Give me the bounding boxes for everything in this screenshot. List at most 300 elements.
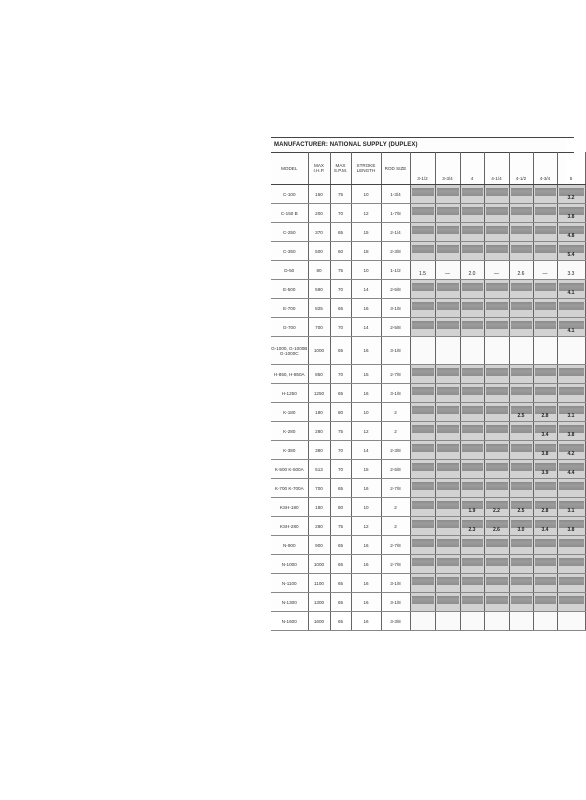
cell-liner-capacity xyxy=(484,318,509,337)
table-row xyxy=(271,403,585,422)
shaded-band xyxy=(437,501,459,509)
cell-value: 2.5 xyxy=(517,413,525,419)
cell-liner-capacity xyxy=(460,223,484,242)
cell-liner-capacity xyxy=(410,612,435,631)
shaded-band xyxy=(511,188,532,196)
shaded-band xyxy=(535,321,556,329)
cell-liner-capacity xyxy=(435,479,460,498)
shaded-band xyxy=(462,406,483,414)
cell-max-ihp: 590 xyxy=(308,280,330,299)
cell-model: N-1100 xyxy=(271,574,308,593)
table-row xyxy=(271,536,585,555)
shaded-band xyxy=(511,207,532,215)
cell-liner-capacity xyxy=(460,242,484,261)
cell-max-ihp: 280 xyxy=(308,422,330,441)
cell-model: H-1250 xyxy=(271,384,308,403)
cell-liner-capacity xyxy=(509,185,533,204)
cell-stroke-length: 16 xyxy=(351,337,381,365)
shaded-band xyxy=(462,302,483,310)
shaded-band xyxy=(511,387,532,395)
cell-rod-size: 3-1/8 xyxy=(381,337,410,365)
cell-rod-size: 3-1/8 xyxy=(381,574,410,593)
shaded-band xyxy=(437,577,459,585)
cell-liner-capacity xyxy=(435,299,460,318)
cell-liner-capacity xyxy=(484,365,509,384)
cell-liner-capacity xyxy=(557,460,585,479)
shaded-band xyxy=(437,321,459,329)
cell-liner-capacity xyxy=(410,185,435,204)
cell-liner-capacity xyxy=(410,299,435,318)
cell-max-ihp: 1000 xyxy=(308,555,330,574)
cell-liner-capacity xyxy=(435,536,460,555)
cell-max-spm: 65 xyxy=(330,479,351,498)
cell-liner-capacity xyxy=(410,280,435,299)
cell-max-spm: 65 xyxy=(330,299,351,318)
shaded-band xyxy=(412,368,434,376)
table-row xyxy=(271,280,585,299)
table-row xyxy=(271,593,585,612)
cell-liner-capacity xyxy=(533,337,557,365)
table-row xyxy=(271,479,585,498)
cell-liner-capacity xyxy=(410,242,435,261)
cell-value: 2.6 xyxy=(493,527,500,533)
cell-liner-capacity xyxy=(484,204,509,223)
cell-liner-capacity xyxy=(557,612,585,631)
cell-liner-capacity xyxy=(533,574,557,593)
table-row xyxy=(271,517,585,536)
cell-value: 4.8 xyxy=(567,233,575,239)
cell-max-spm: 70 xyxy=(330,204,351,223)
shaded-band xyxy=(559,596,584,604)
shaded-band xyxy=(437,207,459,215)
cell-liner-capacity xyxy=(410,498,435,517)
cell-liner-capacity xyxy=(533,403,557,422)
cell-liner-capacity xyxy=(410,365,435,384)
shaded-band xyxy=(462,321,483,329)
cell-model: H-850, H-850A xyxy=(271,365,308,384)
cell-model: C-350 xyxy=(271,242,308,261)
cell-rod-size: 3-1/8 xyxy=(381,299,410,318)
cell-max-ihp: 1600 xyxy=(308,612,330,631)
shaded-band xyxy=(535,596,556,604)
cell-liner-capacity xyxy=(460,612,484,631)
cell-liner-capacity xyxy=(435,242,460,261)
shaded-band xyxy=(535,482,556,490)
shaded-band xyxy=(486,577,508,585)
cell-liner-capacity xyxy=(435,593,460,612)
cell-liner-capacity xyxy=(557,384,585,403)
cell-liner-capacity xyxy=(533,204,557,223)
pump-spec-table xyxy=(271,152,586,631)
cell-value: 4.1 xyxy=(567,290,575,296)
shaded-band xyxy=(437,482,459,490)
shaded-band xyxy=(511,596,532,604)
cell-value: 3.8 xyxy=(541,451,549,457)
shaded-band xyxy=(412,558,434,566)
shaded-band xyxy=(486,188,508,196)
shaded-band xyxy=(412,283,434,291)
cell-liner-capacity xyxy=(509,555,533,574)
shaded-band xyxy=(462,245,483,253)
cell-rod-size: 2-5/8 xyxy=(381,460,410,479)
cell-stroke-length: 16 xyxy=(351,555,381,574)
shaded-band xyxy=(462,444,483,452)
cell-value: 5.4 xyxy=(567,252,575,258)
header-liner-size: 4-3/4 xyxy=(533,152,557,185)
cell-liner-capacity xyxy=(484,185,509,204)
shaded-band xyxy=(486,207,508,215)
cell-stroke-length: 16 xyxy=(351,593,381,612)
cell-liner-capacity xyxy=(410,337,435,365)
shaded-band xyxy=(511,482,532,490)
cell-max-spm: 65 xyxy=(330,536,351,555)
cell-value: — xyxy=(445,271,450,277)
cell-liner-capacity xyxy=(410,403,435,422)
shaded-band xyxy=(462,558,483,566)
shaded-band xyxy=(511,444,532,452)
shaded-band xyxy=(535,207,556,215)
cell-rod-size: 3-3/8 xyxy=(381,612,410,631)
cell-liner-capacity xyxy=(557,261,585,280)
shaded-band xyxy=(412,207,434,215)
cell-max-ihp: 1300 xyxy=(308,593,330,612)
cell-liner-capacity xyxy=(435,384,460,403)
cell-liner-capacity xyxy=(533,185,557,204)
cell-model: C-150 B xyxy=(271,204,308,223)
shaded-band xyxy=(412,188,434,196)
cell-liner-capacity xyxy=(460,185,484,204)
cell-liner-capacity xyxy=(460,403,484,422)
cell-model: N-1000 xyxy=(271,555,308,574)
cell-max-spm: 70 xyxy=(330,280,351,299)
header-liner-size: 5 xyxy=(557,152,585,185)
header-liner-size: 4-1/2 xyxy=(509,152,533,185)
cell-max-spm: 65 xyxy=(330,612,351,631)
cell-max-spm: 65 xyxy=(330,337,351,365)
table-row xyxy=(271,460,585,479)
header-max-ihp: MAX I.H.P. xyxy=(308,152,330,185)
shaded-band xyxy=(462,425,483,433)
cell-liner-capacity xyxy=(410,536,435,555)
cell-liner-capacity xyxy=(484,479,509,498)
cell-model: C-250 xyxy=(271,223,308,242)
shaded-band xyxy=(437,406,459,414)
cell-liner-capacity xyxy=(509,365,533,384)
shaded-band xyxy=(511,425,532,433)
cell-liner-capacity xyxy=(509,593,533,612)
cell-rod-size: 3-1/8 xyxy=(381,593,410,612)
cell-liner-capacity xyxy=(509,574,533,593)
cell-liner-capacity xyxy=(509,498,533,517)
cell-model: N-1300 xyxy=(271,593,308,612)
cell-max-spm: 70 xyxy=(330,365,351,384)
shaded-band xyxy=(462,283,483,291)
cell-liner-capacity xyxy=(435,517,460,536)
cell-liner-capacity xyxy=(460,337,484,365)
cell-liner-capacity xyxy=(460,517,484,536)
shaded-band xyxy=(535,226,556,234)
cell-stroke-length: 16 xyxy=(351,299,381,318)
shaded-band xyxy=(412,245,434,253)
cell-liner-capacity xyxy=(509,517,533,536)
shaded-band xyxy=(486,368,508,376)
cell-value: 1.9 xyxy=(468,508,476,514)
table-row xyxy=(271,555,585,574)
cell-liner-capacity xyxy=(410,223,435,242)
cell-liner-capacity xyxy=(460,460,484,479)
shaded-band xyxy=(511,226,532,234)
header-row xyxy=(271,152,585,185)
shaded-band xyxy=(412,302,434,310)
cell-rod-size: 2-5/8 xyxy=(381,318,410,337)
header-rod-size: ROD SIZE xyxy=(381,152,410,185)
table-row xyxy=(271,223,585,242)
cell-liner-capacity xyxy=(484,337,509,365)
cell-value: 2.3 xyxy=(468,527,476,533)
shaded-band xyxy=(486,283,508,291)
shaded-band xyxy=(559,387,584,395)
shaded-band xyxy=(462,226,483,234)
cell-liner-capacity xyxy=(557,555,585,574)
shaded-band xyxy=(462,577,483,585)
cell-max-spm: 70 xyxy=(330,441,351,460)
shaded-band xyxy=(437,387,459,395)
cell-rod-size: 1-7/8 xyxy=(381,204,410,223)
cell-liner-capacity xyxy=(435,280,460,299)
cell-liner-capacity xyxy=(484,299,509,318)
cell-stroke-length: 15 xyxy=(351,223,381,242)
cell-value: 2.8 xyxy=(541,508,549,514)
shaded-band xyxy=(486,444,508,452)
table-row xyxy=(271,337,585,365)
shaded-band xyxy=(559,558,584,566)
cell-max-spm: 80 xyxy=(330,498,351,517)
cell-liner-capacity xyxy=(533,460,557,479)
cell-liner-capacity xyxy=(509,318,533,337)
cell-liner-capacity xyxy=(557,574,585,593)
cell-model: KSH-280 xyxy=(271,517,308,536)
cell-stroke-length: 10 xyxy=(351,261,381,280)
shaded-band xyxy=(535,302,556,310)
cell-liner-capacity xyxy=(410,441,435,460)
shaded-band xyxy=(535,188,556,196)
cell-liner-capacity xyxy=(509,242,533,261)
cell-value: 2.5 xyxy=(517,508,525,514)
cell-rod-size: 2-3/8 xyxy=(381,441,410,460)
cell-stroke-length: 14 xyxy=(351,280,381,299)
cell-model: K-280 xyxy=(271,422,308,441)
cell-model: G-1000, G-1000B G-1000C xyxy=(271,337,308,365)
cell-liner-capacity xyxy=(460,280,484,299)
shaded-band xyxy=(486,406,508,414)
shaded-band xyxy=(462,463,483,471)
shaded-band xyxy=(437,368,459,376)
cell-liner-capacity xyxy=(509,261,533,280)
header-liner-size: 4-1/4 xyxy=(484,152,509,185)
cell-value: 2.0 xyxy=(468,271,476,277)
cell-liner-capacity xyxy=(435,185,460,204)
shaded-band xyxy=(462,387,483,395)
cell-max-ihp: 150 xyxy=(308,185,330,204)
cell-liner-capacity xyxy=(484,261,509,280)
cell-max-ihp: 1250 xyxy=(308,384,330,403)
shaded-band xyxy=(486,539,508,547)
cell-liner-capacity xyxy=(533,422,557,441)
cell-liner-capacity xyxy=(410,555,435,574)
shaded-band xyxy=(511,539,532,547)
shaded-band xyxy=(412,226,434,234)
cell-rod-size: 2-1/4 xyxy=(381,223,410,242)
cell-liner-capacity xyxy=(557,441,585,460)
table-row xyxy=(271,574,585,593)
cell-liner-capacity xyxy=(460,498,484,517)
header-model: MODEL xyxy=(271,152,308,185)
cell-liner-capacity xyxy=(484,242,509,261)
cell-liner-capacity xyxy=(509,337,533,365)
spec-sheet xyxy=(271,137,575,624)
cell-liner-capacity xyxy=(557,318,585,337)
cell-liner-capacity xyxy=(460,593,484,612)
shaded-band xyxy=(412,501,434,509)
cell-max-spm: 65 xyxy=(330,593,351,612)
cell-liner-capacity xyxy=(484,403,509,422)
cell-max-spm: 65 xyxy=(330,574,351,593)
cell-max-ihp: 513 xyxy=(308,460,330,479)
shaded-band xyxy=(437,463,459,471)
cell-liner-capacity xyxy=(509,280,533,299)
cell-value: 4.4 xyxy=(567,470,575,476)
cell-max-ihp: 200 xyxy=(308,204,330,223)
cell-liner-capacity xyxy=(484,280,509,299)
cell-liner-capacity xyxy=(435,261,460,280)
cell-value: 3.3 xyxy=(567,271,575,277)
cell-liner-capacity xyxy=(435,441,460,460)
cell-max-spm: 75 xyxy=(330,517,351,536)
cell-stroke-length: 12 xyxy=(351,422,381,441)
cell-liner-capacity xyxy=(484,498,509,517)
cell-max-ihp: 900 xyxy=(308,536,330,555)
cell-model: D-50 xyxy=(271,261,308,280)
cell-model: E-500 xyxy=(271,280,308,299)
cell-liner-capacity xyxy=(484,593,509,612)
cell-liner-capacity xyxy=(410,318,435,337)
cell-liner-capacity xyxy=(435,403,460,422)
cell-value: 3.2 xyxy=(567,195,575,201)
shaded-band xyxy=(437,283,459,291)
cell-liner-capacity xyxy=(435,318,460,337)
cell-liner-capacity xyxy=(460,261,484,280)
cell-liner-capacity xyxy=(460,574,484,593)
cell-rod-size: 2-7/8 xyxy=(381,536,410,555)
cell-liner-capacity xyxy=(533,384,557,403)
cell-value: 2.2 xyxy=(493,508,500,514)
cell-liner-capacity xyxy=(509,299,533,318)
shaded-band xyxy=(511,283,532,291)
cell-liner-capacity xyxy=(484,223,509,242)
cell-liner-capacity xyxy=(557,403,585,422)
cell-max-spm: 70 xyxy=(330,460,351,479)
cell-stroke-length: 12 xyxy=(351,204,381,223)
cell-liner-capacity xyxy=(557,422,585,441)
shaded-band xyxy=(535,283,556,291)
cell-liner-capacity xyxy=(460,441,484,460)
cell-liner-capacity xyxy=(484,517,509,536)
shaded-band xyxy=(511,302,532,310)
shaded-band xyxy=(486,245,508,253)
shaded-band xyxy=(437,596,459,604)
cell-liner-capacity xyxy=(484,555,509,574)
cell-liner-capacity xyxy=(533,280,557,299)
cell-liner-capacity xyxy=(435,365,460,384)
cell-rod-size: 2-3/8 xyxy=(381,242,410,261)
shaded-band xyxy=(511,368,532,376)
cell-model: K-380 xyxy=(271,441,308,460)
cell-liner-capacity xyxy=(533,479,557,498)
shaded-band xyxy=(412,406,434,414)
cell-liner-capacity xyxy=(460,479,484,498)
cell-max-spm: 65 xyxy=(330,223,351,242)
cell-liner-capacity xyxy=(410,204,435,223)
cell-stroke-length: 16 xyxy=(351,612,381,631)
cell-liner-capacity xyxy=(533,555,557,574)
shaded-band xyxy=(535,558,556,566)
cell-liner-capacity xyxy=(557,185,585,204)
shaded-band xyxy=(486,482,508,490)
cell-model: N-1600 xyxy=(271,612,308,631)
cell-value: — xyxy=(542,271,548,277)
cell-liner-capacity xyxy=(435,574,460,593)
cell-liner-capacity xyxy=(410,384,435,403)
cell-liner-capacity xyxy=(484,536,509,555)
table-row xyxy=(271,422,585,441)
shaded-band xyxy=(535,387,556,395)
table-row xyxy=(271,612,585,631)
shaded-band xyxy=(437,520,459,528)
cell-liner-capacity xyxy=(460,555,484,574)
cell-rod-size: 3-1/8 xyxy=(381,384,410,403)
cell-max-spm: 80 xyxy=(330,403,351,422)
shaded-band xyxy=(511,577,532,585)
cell-liner-capacity xyxy=(557,593,585,612)
table-row xyxy=(271,299,585,318)
cell-liner-capacity xyxy=(533,517,557,536)
shaded-band xyxy=(559,368,584,376)
table-row xyxy=(271,384,585,403)
cell-max-ihp: 825 xyxy=(308,299,330,318)
cell-rod-size: 2 xyxy=(381,422,410,441)
cell-model: K-700 K-700A xyxy=(271,479,308,498)
cell-liner-capacity xyxy=(557,280,585,299)
cell-max-ihp: 380 xyxy=(308,441,330,460)
cell-rod-size: 2 xyxy=(381,517,410,536)
cell-liner-capacity xyxy=(435,337,460,365)
shaded-band xyxy=(437,188,459,196)
shaded-band xyxy=(412,321,434,329)
cell-max-ihp: 700 xyxy=(308,479,330,498)
shaded-band xyxy=(486,425,508,433)
cell-model: KSH-180 xyxy=(271,498,308,517)
table-row xyxy=(271,185,585,204)
cell-stroke-length: 10 xyxy=(351,498,381,517)
cell-value: 1.5 xyxy=(419,271,426,277)
cell-liner-capacity xyxy=(509,422,533,441)
cell-value: 3.4 xyxy=(541,432,549,438)
cell-liner-capacity xyxy=(509,536,533,555)
cell-liner-capacity xyxy=(533,261,557,280)
cell-liner-capacity xyxy=(509,403,533,422)
shaded-band xyxy=(462,207,483,215)
cell-max-ihp: 1000 xyxy=(308,337,330,365)
